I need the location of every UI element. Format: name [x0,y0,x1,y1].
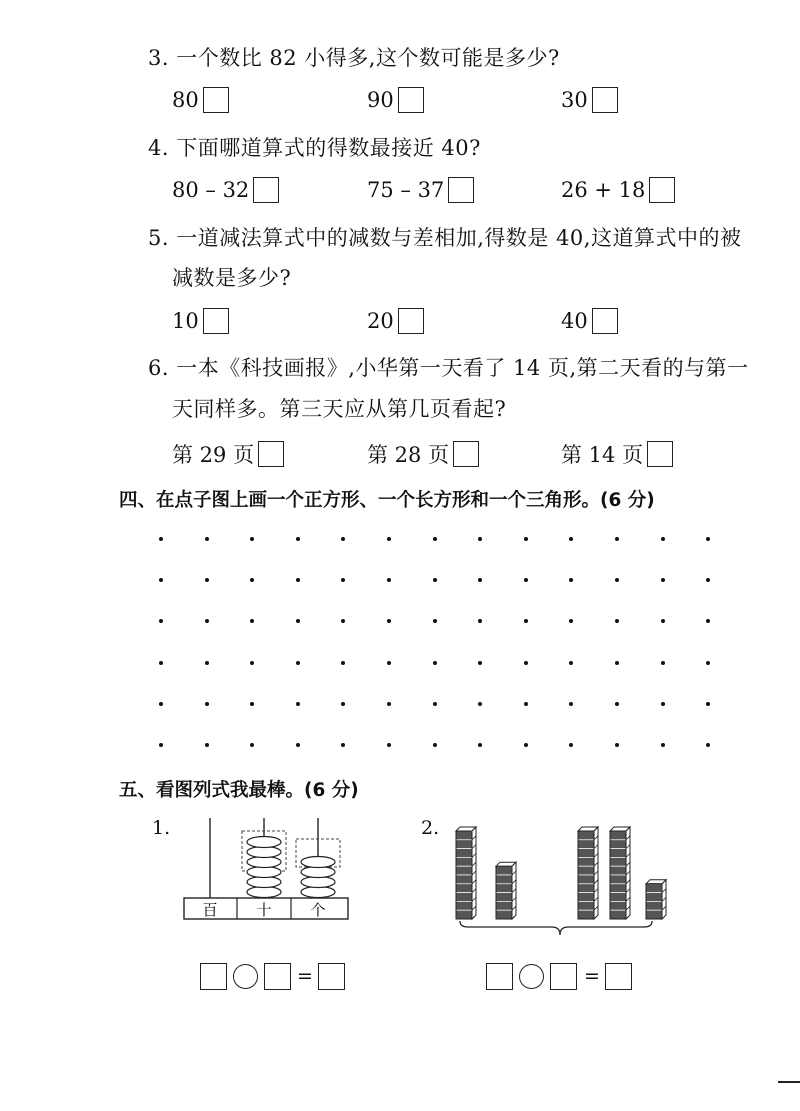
cube-tower [578,827,598,919]
grid-dot[interactable] [569,743,573,747]
grid-dot[interactable] [250,702,254,706]
eq1-result-box[interactable] [318,963,345,990]
grid-dot[interactable] [478,661,482,665]
eq1-equals: = [297,965,313,987]
grid-dot[interactable] [387,661,391,665]
grid-dot[interactable] [706,743,710,747]
option-label: 90 [367,88,394,112]
grid-dot[interactable] [433,743,437,747]
grid-dot[interactable] [661,661,665,665]
grid-dot[interactable] [250,537,254,541]
brace [460,921,652,935]
page-edge-mark [778,1081,800,1083]
grid-dot[interactable] [387,578,391,582]
grid-dot[interactable] [433,578,437,582]
eq2-equals: = [584,965,600,987]
question-3-text: 3. 一个数比 82 小得多,这个数可能是多少? [148,46,560,70]
grid-dot[interactable] [205,578,209,582]
abacus-bead [247,867,281,878]
option-label: 20 [367,309,394,333]
option-label: 第 28 页 [367,443,450,467]
grid-dot[interactable] [341,578,345,582]
grid-dot[interactable] [478,743,482,747]
abacus-label-ones: 个 [310,901,326,919]
grid-dot[interactable] [341,661,345,665]
grid-dot[interactable] [615,743,619,747]
grid-dot[interactable] [159,702,163,706]
grid-dot[interactable] [433,661,437,665]
grid-dot[interactable] [159,578,163,582]
grid-dot[interactable] [478,537,482,541]
grid-dot[interactable] [569,537,573,541]
eq1-operator-circle[interactable] [233,964,258,989]
option-label: 80 [172,88,199,112]
abacus-bead [247,877,281,888]
abacus-bead [247,887,281,898]
option-label: 40 [561,309,588,333]
grid-dot[interactable] [706,661,710,665]
grid-dot[interactable] [159,661,163,665]
abacus-illustration [180,815,355,925]
grid-dot[interactable] [706,619,710,623]
grid-dot[interactable] [478,702,482,706]
option-label: 26 + 18 [561,178,646,202]
grid-dot[interactable] [524,619,528,623]
abacus-bead [301,877,335,888]
abacus-bead [301,887,335,898]
grid-dot[interactable] [205,537,209,541]
grid-dot[interactable] [433,537,437,541]
grid-dot[interactable] [387,619,391,623]
grid-dot[interactable] [615,619,619,623]
grid-dot[interactable] [661,537,665,541]
grid-dot[interactable] [250,661,254,665]
abacus-label-hundreds: 百 [202,901,218,919]
grid-dot[interactable] [433,702,437,706]
grid-dot[interactable] [706,537,710,541]
grid-dot[interactable] [524,578,528,582]
question-6-text-line2: 天同样多。第三天应从第几页看起? [172,397,507,421]
abacus-bead [301,857,335,868]
cube-tower [610,827,630,919]
grid-dot[interactable] [615,537,619,541]
grid-dot[interactable] [205,619,209,623]
ones-beads [301,857,335,898]
grid-dot[interactable] [159,537,163,541]
item-2-label: 2. [421,817,440,839]
question-5-text-line2: 减数是多少? [172,266,292,290]
grid-dot[interactable] [159,619,163,623]
cube-tower [646,880,666,919]
abacus-bead [247,837,281,848]
grid-dot[interactable] [569,702,573,706]
section-4-title: 四、在点子图上画一个正方形、一个长方形和一个三角形。(6 分) [119,490,655,511]
grid-dot[interactable] [387,743,391,747]
grid-dot[interactable] [296,661,300,665]
grid-dot[interactable] [569,578,573,582]
section-5-title: 五、看图列式我最棒。(6 分) [119,780,359,801]
grid-dot[interactable] [296,743,300,747]
grid-dot[interactable] [478,578,482,582]
grid-dot[interactable] [205,661,209,665]
cube-tower [496,862,516,919]
grid-dot[interactable] [615,661,619,665]
grid-dot[interactable] [341,702,345,706]
eq2-result-box[interactable] [605,963,632,990]
option-label: 30 [561,88,588,112]
abacus-bead [301,867,335,878]
grid-dot[interactable] [661,578,665,582]
option-label: 第 29 页 [172,443,255,467]
grid-dot[interactable] [159,743,163,747]
grid-dot[interactable] [341,537,345,541]
grid-dot[interactable] [524,702,528,706]
grid-dot[interactable] [524,537,528,541]
grid-dot[interactable] [387,537,391,541]
tens-beads [247,837,281,898]
grid-dot[interactable] [706,578,710,582]
grid-dot[interactable] [433,619,437,623]
grid-dot[interactable] [296,578,300,582]
question-4-text: 4. 下面哪道算式的得数最接近 40? [148,136,481,160]
grid-dot[interactable] [205,743,209,747]
item-1-label: 1. [152,817,171,839]
grid-dot[interactable] [615,702,619,706]
cube-blocks-illustration [448,815,678,940]
grid-dot[interactable] [661,619,665,623]
abacus-bead [247,847,281,858]
grid-dot[interactable] [341,619,345,623]
grid-dot[interactable] [478,619,482,623]
question-6-text-line1: 6. 一本《科技画报》,小华第一天看了 14 页,第二天看的与第一 [148,356,749,380]
grid-dot[interactable] [296,537,300,541]
grid-dot[interactable] [205,702,209,706]
grid-dot[interactable] [387,702,391,706]
grid-dot[interactable] [569,619,573,623]
grid-dot[interactable] [250,743,254,747]
grid-dot[interactable] [524,743,528,747]
abacus-bead [247,857,281,868]
cube-tower [456,827,476,919]
question-5-text-line1: 5. 一道减法算式中的减数与差相加,得数是 40,这道算式中的被 [148,226,742,250]
grid-dot[interactable] [661,743,665,747]
grid-dot[interactable] [661,702,665,706]
abacus-label-tens: 十 [256,901,272,919]
eq1-box-1[interactable] [200,963,227,990]
option-label: 80 – 32 [172,178,250,202]
grid-dot[interactable] [250,578,254,582]
option-label: 10 [172,309,199,333]
grid-dot[interactable] [250,619,254,623]
grid-dot[interactable] [524,661,528,665]
eq2-operator-circle[interactable] [519,964,544,989]
grid-dot[interactable] [296,619,300,623]
grid-dot[interactable] [569,661,573,665]
grid-dot[interactable] [341,743,345,747]
grid-dot[interactable] [706,702,710,706]
grid-dot[interactable] [296,702,300,706]
eq1-box-2[interactable] [264,963,291,990]
eq2-box-2[interactable] [550,963,577,990]
eq2-box-1[interactable] [486,963,513,990]
option-label: 第 14 页 [561,443,644,467]
grid-dot[interactable] [615,578,619,582]
option-label: 75 – 37 [367,178,445,202]
